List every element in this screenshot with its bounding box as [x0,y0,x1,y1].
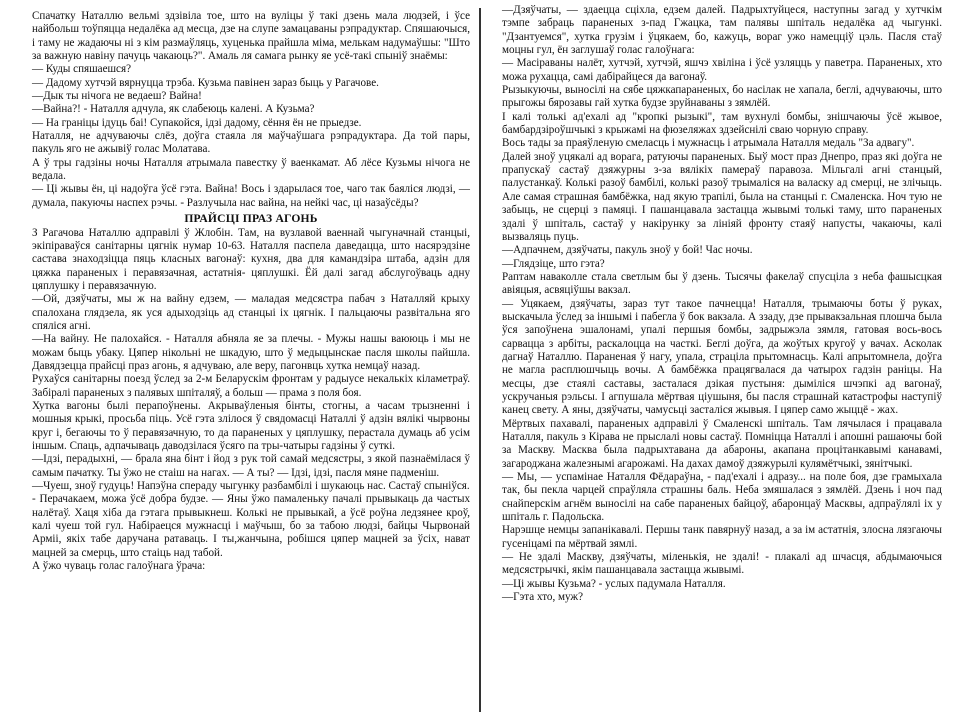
dialogue-line: — Дадому хутчэй вярнуцца трэба. Кузьма павінен зараз быць у Рагачове. [32,76,379,89]
dialogue-line: — Ці жывы ён, ці надоўга ўсё гэта. Вайна! Вось і здарылася тое, чаго так баяліся людзі, — думала, пакуючы наспех рэчы. - Разлучыла нас вайна, на нейкі час, ці назаўсёды? [32,183,470,209]
dialogue-line: —Адпачнем, дзяўчаты, пакуль зноў у бой! Час ночы. [502,244,753,257]
paragraph: А ўжо чуваць голас галоўнага ўрача: [32,560,206,573]
paragraph: Рухаўся санітарны поезд ўслед за 2-м Беларускім фронтам у радыусе некалькіх кіламетраў. Забіралі параненых з палявых шпіталяў, а больш — прама з поля боя. [32,373,470,399]
dialogue-line: — Масіраваны налёт, хутчэй, хутчэй, яшчэ хвіліна і ўсё узляцць у паветра. Параненых, хто можа рухацца, самі дабірайцеся да вагонаў. [502,57,942,83]
dialogue-line: —Гэта хто, муж? [502,591,584,604]
paragraph: Хутка вагоны былі перапоўнены. Акрываўленыя бінты, стогны, а часам трызненні і мошныя крыкі, просьба піць. Усё гэта злілося ў свядомасці Наталлі ў адзін вялікі чырвоны круг і, бегаючы то ў перавязачную, то да параненых у цяплушку, перастала думаць аб усім іншым. Спаць, адпачываць даводзілася ўсяго па тры-чатыры гадзіны ў суткі. [32,399,470,452]
dialogue-line: —Дык ты нічога не ведаеш? Вайна! [32,90,202,103]
paragraph: Вось тады за праяўленую смеласць і мужнасць і атрымала Наталля медаль "За адвагу". [502,137,915,150]
dialogue-line: —Дзяўчаты, — здаецца сціхла, едзем далей. Падрыхтуйцеся, наступны загад у хутчкім тэмпе забраць параненых з-пад Гжацка, там палявы шпіталь недалёка ад чыгункі. "Дзантуемся", хутка грузім і ўцякаем, бо, кажуць, вораг ужо намецціў цэль. Пасля стаў моцны гул, ён заглушаў голас галоўнага: [502,4,942,57]
right-column [480,0,960,720]
dialogue-line: — Куды спяшаешся? [32,63,131,76]
section-title: ПРАЙСЦІ ПРАЗ АГОНЬ [184,212,318,226]
dialogue-line: — Уцякаем, дзяўчаты, зараз тут такое пачнецца! Наталля, трымаючы боты ў руках, выскачыла ўслед за іншымі і пабегла ў бок вакзала. А ззаду, дзе прывакзальная плошча была ўся запоўнена эшалонамі, упалі першыя бомбы, задрыжэла зямля, гатовая вось-вось сарвацца з арбіты, раскалоцца на часткі. Беглі доўга, да жоўтых кругоў у вачах. Асколак дагнаў Наталлю. Параненая ў нагу, упала, страціла прытомнасць. Калі апрытомнела, доўга не магла расплюшчыць вочы. А бамбёжка працягвалася да чатырох гадзін раніцы. На месцы, дзе стаялі саставы, засталася дзікая пустыня: дыміліся шчэпкі ад вагонаў, ускручаныя рэльсы. І агпушала мёртвая ціушыня, бы пасля страшнай катастрофы наступіў канец свету. А яны, дзяўчаты, чамусьці засталіся жывыя. І цяпер само жыццё - жах. [502,297,942,417]
dialogue-line: —Чуеш, зноў гудуць! Напэўна спераду чыгунку разбамбілі і шукаюць нас. Састаў спыніўся. [32,480,470,493]
paragraph: А ў тры гадзіны ночы Наталля атрымала павестку ў ваенкамат. Аб лёсе Кузьмы нічога не ведала. [32,156,470,183]
paragraph: І калі толькі ад'ехалі ад "кропкі рызыкі", там вухнулі бомбы, знішчаючы ўсё жывое, бамбардзіроўшчыкі з крыжамі на фюзеляжах здзейснілі сваю чорную справу. [502,110,942,137]
dialogue-line: —Вайна?! - Наталля адчула, як слабеюць калені. А Кузьма? [32,103,315,116]
dialogue-line: — Не здалі Маскву, дзяўчаты, міленькія, не здалі! - плакалі ад шчасця, абдымаючыся медсястрычкі, якім пашанцавала застацца жывымі. [502,551,942,577]
dialogue-line: —Глядзіце, што гэта? [502,257,605,270]
column-divider [479,8,481,712]
dialogue-line: —Ці жывы Кузьма? - услых падумала Наталля. [502,577,726,590]
paragraph: Мёртвых пахавалі, параненых адправілі ў Смаленскі шпіталь. Там лячылася і працавала Наталля, пакуль з Кірава не прыслалі новы састаў. Помніцца Наталлі і апошні рашаючы бой за Маскву. Масква была падрыхтавана да абароны, акапана процітанкавымі канавамі, загароджана жалезнымі агарожамі. На дахах дамоў дзяжурылі кулямётчыкі, зянітчыкі. [502,417,942,470]
paragraph: Спачатку Наталлю вельмі здзівіла тое, што на вуліцы ў такі дзень мала людзей, і ўсе найбольш тоўпяцца недалёка ад месца, дзе на слупе замацаваны рэпрадуктар. Спяшаючыся, і таму не жадаючы ні з кім размаўляць, хуценька прайшла міма, мелькам надумаўшы: "Што за важную навіну пачуць чакаюць?". Амаль ля самага рынку яе усё-такі спыніў знаёмы: [32,10,470,63]
paragraph: Рызыкуючы, выносілі на сябе цяжкапараненых, бо насілак не хапала, беглі, адчуваючы, што прыгожы бярозавы гай хутка будзе зруйнаваны з зямлёй. [502,84,942,110]
dialogue-line: — На граніцы ідуць баі! Супакойся, ідзі дадому, сёння ён не прыедзе. [32,116,362,129]
paragraph: Нарэшце немцы запанікавалі. Першы танк павярнуў назад, а за ім астатнія, злосна лязгаючы гусеніцамі па мёртвай зямлі. [502,524,942,550]
dialogue-line: —Ідзі, перадыхні, — брала яна бінт і йод з рук той самай медсястры, з якой пазнаёмілася ў самым пачатку. Ты ўжо не стаіш на нагах. — А ты? — Ідзі, ідзі, пасля мяне падменіш. [32,453,470,479]
paragraph: Раптам наваколле стала светлым бы ў дзень. Тысячы факелаў спусціла з неба фашысцкая авіяцыя, асвяціўшы вакзал. [502,270,942,297]
paragraph: З Рагачова Наталлю адправілі ў Жлобін. Там, на вузлавой ваеннай чыгуначнай станцыі, экіпіраваўся санітарны цягнік нумар 10-63. Наталля паспела даведацца, што насярэдзіне састава знаходзіцца пяць класных вагонаў: кухня, два для камандзіра штаба, адзін для цяжка параненых і перавязачная, астатнія- цяплушкі. Ёй далі загад абслугоўваць адну цяплушку і перавязачную. [32,226,470,292]
paragraph: - Перачакаем, можа ўсё добра будзе. — Яны ўжо памаленьку пачалі прывыкаць да частых налётаў. Хаця хіба да гэтага прывыкнеш. Колькі не прывыкай, а ўсё роўна ледзянее кроў, калі чуеш той гул. Набіраецся мужнасці і маўчыш, бо за табою людзі, байцы Чырвонай Арміі, якіх табе даручана ратаваць. І ты,жанчына, робішся цяпер мацней за ўсіх, нават мацней за смерць, што стаіць над табой. [32,493,470,559]
dialogue-line: —На вайну. Не палохайся. - Наталля абняла яе за плечы. - Мужы нашы ваююць і мы не можам быць убаку. Цяпер нікольні не шкадую, што ў медыцынскае пасля школы пайшла. Давядзецца прайсці праз агонь, я адчуваю, але веру, пагонвць хутка немцаў назад. [32,333,470,372]
dialogue-line: — Мы, — успамінае Наталля Фёдараўна, - пад'ехалі і адразу... на поле боя, дзе грамыхала так, бы пекла чарцей спраўляла страшны баль. Неба змяшалася з зямлёй. Дзень і ноч пад снайперскім агнём выносілі на сабе параненых байцоў, абаронцаў Масквы, адпраўлялі іх у шпіталь г. Падольска. [502,471,942,524]
paragraph: Далей зноў уцякалі ад ворага, ратуючы параненых. Быў мост праз Днепро, праз які доўга не прапускаў састаў дзяжурны з-за вялікіх памераў паравоза. Мільгалі агні станцый, палустанкаў. Колькі разоў бамбілі, колькі разоў трымаліся на валаску ад смерці, не злічыць. Але самая страшная бамбёжка, над якую трапілі, была на станцыі г. Смаленска. Ноч тую не забыць, не сцерці з памяці. І пашанцавала застацца жывымі толькі таму, што параненых здалі ў шпіталь, састаў у накірунку за лініяй фронту стаяў напусты, чакаючы, калі вызваляць пуць. [502,150,942,243]
paragraph: Наталля, не адчуваючы слёз, доўга стаяла ля маўчаўшага рэпрадуктара. Да той пары, пакуль яго не ажывіў голас Молатава. [32,130,470,156]
dialogue-line: —Ой, дзяўчаты, мы ж на вайну едзем, — маладая медсястра пабач з Наталляй крыху спалохана глядзела, як уся адыходзіць ад станцыі іх цягнік. І пальцаючы развітальна яго спяліся агні. [32,293,470,332]
